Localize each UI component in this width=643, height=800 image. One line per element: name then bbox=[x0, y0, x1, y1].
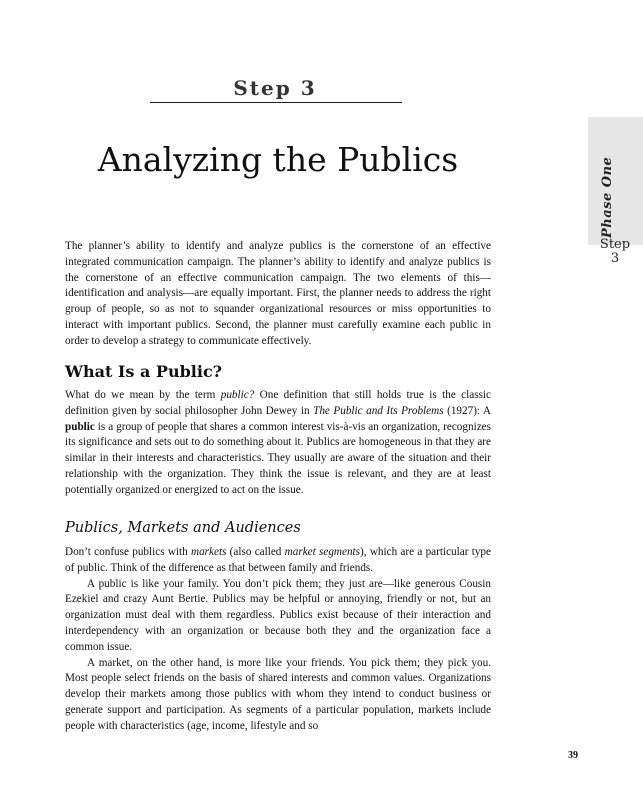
step-label: Step 3 bbox=[233, 76, 317, 100]
side-step-indicator bbox=[590, 238, 640, 266]
text-run: is a group of people that shares a common interest vis-à-vis an organization, recognizes its significance and sets out to do something about it. Publics are homogeneous in that they are similar in their interests and characteristics. They usually are aware of the situation and their relationship with the organization. They think the issue is relevant, and they are at least potentially organized or energized to act on the issue. bbox=[65, 420, 491, 496]
text-run: What do we mean by the term bbox=[65, 389, 221, 401]
section-heading: What Is a Public? bbox=[65, 362, 223, 381]
intro-paragraph: The planner’s ability to identify and analyze publics is the cornerstone of an effective integrated communication campaign. The planner’s ability to identify and analyze publics is the cornerstone of an effective communication campaign. The two elements of this—identification and analysis—are equally important. First, the planner needs to address the right group of people, so as not to squander organizational resources or miss opportunities to interact with important publics. Second, the planner must carefully examine each public in order to develop a strategy to communicate effectively. bbox=[65, 240, 491, 347]
step-divider bbox=[150, 102, 402, 103]
term-public: public? bbox=[220, 389, 255, 401]
book-title: The Public and Its Problems bbox=[313, 404, 444, 417]
subsection-paragraph-1 bbox=[65, 545, 491, 577]
subsection-heading: Publics, Markets and Audiences bbox=[65, 520, 301, 536]
section-body bbox=[65, 388, 491, 499]
phase-tab bbox=[588, 117, 643, 245]
side-step-number: 3 bbox=[610, 251, 620, 266]
text-run: (also called bbox=[226, 546, 285, 558]
term-markets: markets bbox=[190, 546, 227, 558]
subsection-paragraph-2: A public is like your family. You don’t pick them; they just are—like generous Cousin Ezekiel and crazy Aunt Bertie. Publics may be helpful or annoying, friendly or not, but an organization must deal with them regardless. Publics exist because of their interaction and interdependency with an organization or because both they and the organization face a common issue. bbox=[65, 577, 491, 653]
text-run: (1927): A bbox=[443, 404, 492, 417]
phase-tab-label: Phase One bbox=[600, 156, 615, 238]
subsection-paragraph-3: A market, on the other hand, is more like your friends. You pick them; they pick you. Most people select friends on the basis of shared interests and common values. Organizations develop their markets among those publics with whom they intend to conduct business or generate support and participation. As segments of a particular population, markets include people with characteristics (age, income, lifestyle and so bbox=[65, 656, 491, 732]
text-run: Don’t confuse publics with bbox=[65, 546, 191, 558]
page-number: 39 bbox=[568, 750, 578, 761]
subsection-body bbox=[65, 545, 491, 735]
section-paragraph bbox=[65, 388, 491, 499]
intro-paragraph-block bbox=[65, 239, 491, 350]
term-market-segments: market segments bbox=[284, 546, 361, 558]
defined-term: public bbox=[65, 420, 95, 433]
text-run: One definition that still holds true is the classic definition given by social philosopher John Dewey in bbox=[65, 389, 491, 417]
side-step-word: Step bbox=[599, 237, 631, 252]
chapter-title: Analyzing the Publics bbox=[97, 140, 459, 179]
text-run: ), which are a particular type of public. Think of the difference as that between family and friends. bbox=[65, 546, 491, 574]
